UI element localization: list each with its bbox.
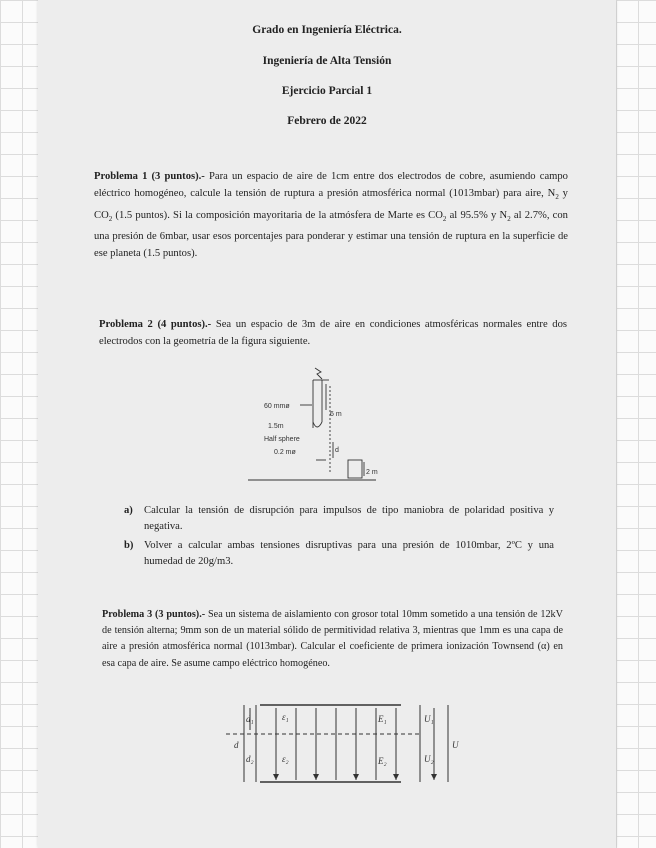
problem-1-title: Problema 1 (3 puntos).- — [94, 171, 205, 182]
fig3-label-U: U — [452, 740, 459, 750]
problem-2-item-b: b) Volver a calcular ambas tensiones disruptivas para una presión de 1010mbar, 2ºC y una humedad de 20g/m3. — [124, 540, 554, 567]
fig3-label-E2: E₂ — [378, 756, 387, 766]
problem-2-title: Problema 2 (4 puntos).- — [99, 319, 212, 330]
problem-2-text: Sea un espacio de 3m de aire en condiciones atmosféricas normales entre dos electrodos con la geometría de la figura siguiente. — [99, 319, 567, 348]
problem-3 — [102, 607, 563, 672]
exam-page — [38, 0, 616, 848]
fig3-label-d: d — [234, 740, 239, 750]
fig2-label-half-sphere: Half sphere — [264, 436, 300, 443]
fig3-label-eps2: ε₂ — [282, 754, 289, 764]
fig3-label-E1: E₁ — [378, 714, 387, 724]
exam-date: Febrero de 2022 — [287, 115, 367, 127]
degree-title: Grado en Ingeniería Eléctrica. — [252, 24, 402, 36]
fig2-label-6m: 6 m — [330, 411, 342, 418]
fig2-label-60mm: 60 mmø — [264, 403, 290, 410]
fig3-label-U2: U₂ — [424, 754, 434, 764]
fig2-label-15m: 1.5m — [268, 423, 284, 430]
problem-1: Problema 1 (3 puntos).- Para un espacio de aire de 1cm entre dos electrodos de cobre, asumiendo campo eléctrico homogéneo, calcule la tensión de ruptura a presión atmosférica normal (1013mbar) para aire, $N_2$ y $CO_2$ (1.5 puntos). Si la composición mayoritaria de la atmósfera de Marte es $CO_2$ al 95.5% y $N_2$ al 2.7%, con una presión de 6mbar, usar esos porcentajes para ponderar y estimar una tensión de ruptura en la superficie de ese planeta (1.5 puntos). — [94, 171, 568, 260]
problem-2-item-a: a) Calcular la tensión de disrupción para impulsos de tipo maniobra de polaridad positiva y negativa. — [124, 505, 554, 532]
problem-3-title: Problema 3 (3 puntos).- — [102, 609, 206, 620]
fig2-label-d: d — [335, 447, 339, 454]
exam-title: Ejercicio Parcial 1 — [281, 85, 373, 97]
fig2-label-2m: 2 m — [366, 469, 378, 476]
fig3-label-d2: d₂ — [246, 754, 254, 764]
fig3-label-eps1: ε₁ — [282, 712, 289, 722]
problem-3-text: Sea un sistema de aislamiento con grosor total 10mm sometido a una tensión de 12kV de tensión alterna; 9mm son de un material sólido de permitividad relativa 3, mientras que 1mm es una capa de aire a presión atmosférica normal (1013mbar). Calcular el coeficiente de primera ionización Townsend (α) en esa capa de aire. Se asume campo eléctrico homogéneo. — [102, 609, 563, 669]
fig3-label-U1: U₁ — [424, 714, 434, 724]
electrode-geometry-figure — [218, 362, 388, 486]
dielectric-layers-figure — [216, 700, 466, 790]
problem-2 — [99, 316, 567, 351]
subject-title: Ingeniería de Alta Tensión — [262, 55, 392, 67]
fig2-label-02m: 0.2 mø — [274, 449, 296, 456]
fig3-label-d1: d₁ — [246, 714, 254, 724]
